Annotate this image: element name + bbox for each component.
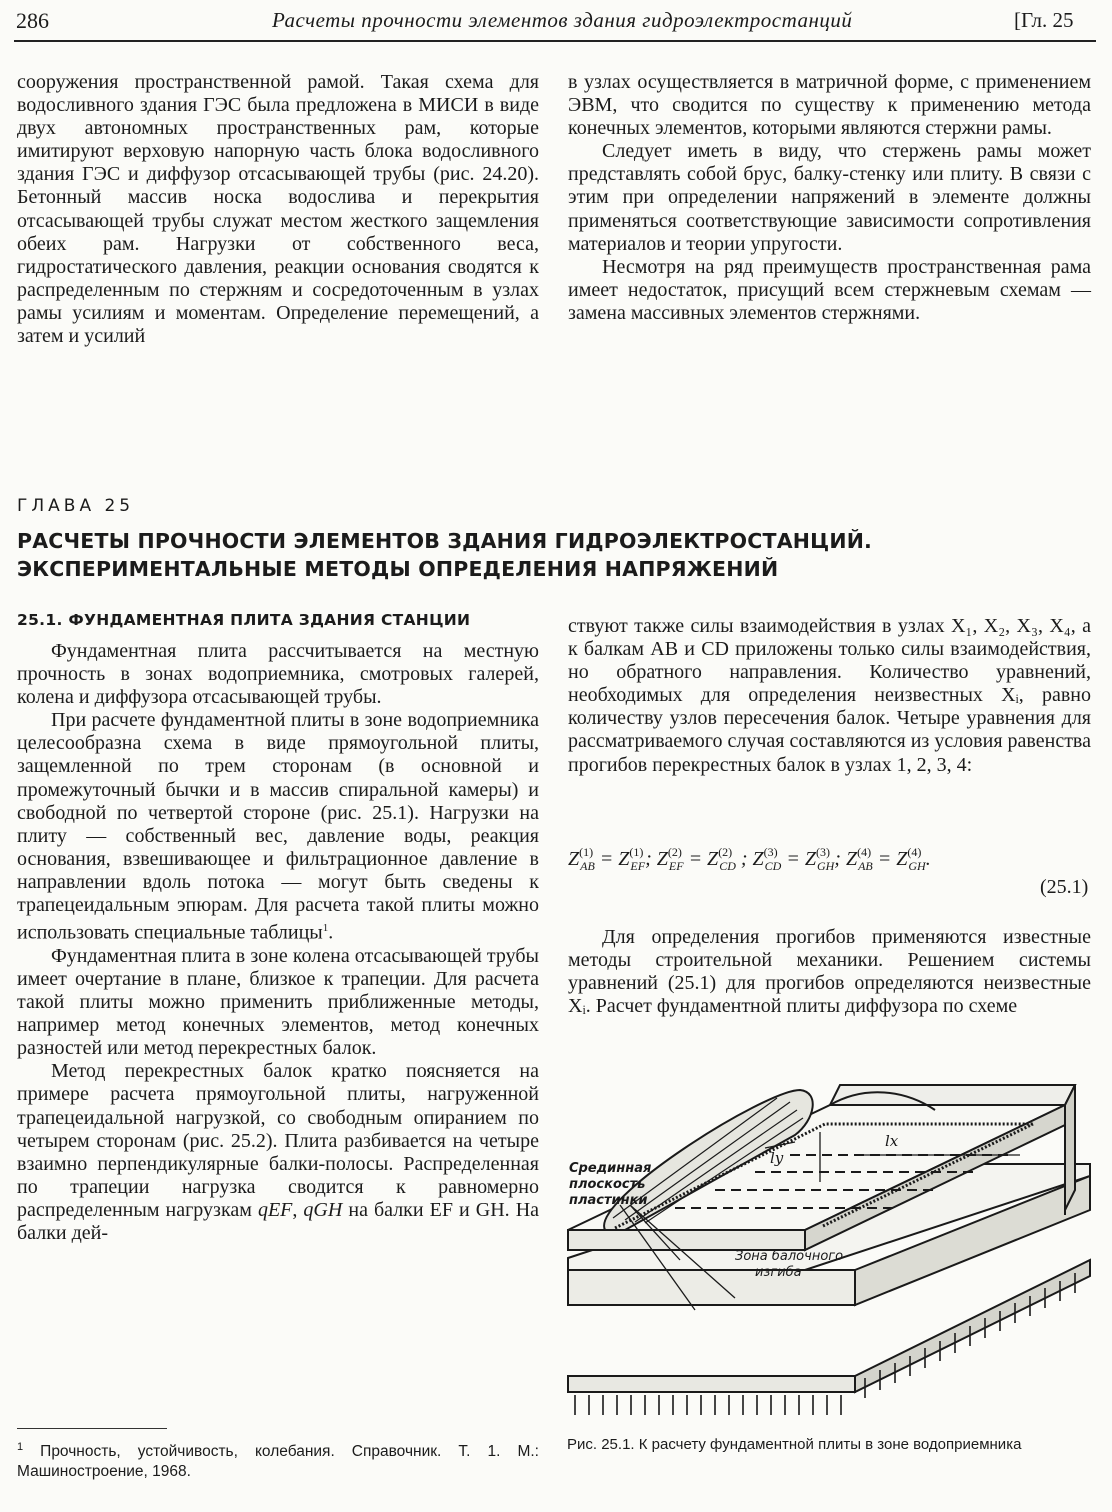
chapter-reference: [Гл. 25 [1014, 8, 1074, 32]
section-title: 25.1. ФУНДАМЕНТНАЯ ПЛИТА ЗДАНИЯ СТАНЦИИ [17, 611, 471, 629]
figure-caption: Рис. 25.1. К расчету фундаментной плиты в зоне водоприемника [567, 1436, 1022, 1453]
paragraph: в узлах осуществляется в матричной форме, с применением ЭВМ, что сводится по существу к применению метода конечных элементов, которыми являются стержни рамы. [568, 71, 1091, 140]
label-ly: ly [770, 1149, 784, 1167]
footnote-text: Прочность, устойчивость, колебания. Справочник. Т. 1. М.: Машиностроение, 1968. [17, 1443, 539, 1481]
back-wall [830, 1085, 1075, 1105]
paragraph-text: При расчете фундаментной плиты в зоне водоприемника целесообразна схема в виде прямоугольной плиты, защемленной по трем сторонам (в основной и промежуточный бычки и в массив спиральной камеры) и свободной по четвертой стороне (рис. 25.1). Нагрузки на плиту — собственный вес, давление воды, реакция основания, взвешивающее и фильтрационное давление в направлении вдоль потока — могут быть сведены к трапецеидальным эпюрам. Для расчета такой плиты можно использовать специальные таблицы [17, 709, 539, 944]
paragraph: Несмотря на ряд преимуществ пространственная рама имеет недостаток, присущий всем стержневым схемам — замена массивных элементов стержнями. [568, 255, 1091, 324]
top-right-column [568, 71, 1091, 325]
label-median-plane: пластинки [569, 1193, 648, 1208]
load-symbol: qEF [257, 1198, 293, 1221]
paragraph [17, 709, 539, 945]
body-right-column-continued [568, 926, 1091, 1018]
running-title: Расчеты прочности элементов здания гидроэлектростанций [272, 8, 853, 32]
right-wall [1065, 1085, 1075, 1210]
paragraph-text: Метод перекрестных балок кратко поясняется на примере расчета прямоугольной плиты, нагруженной трапецеидальной нагрузкой, со свободным опиранием по четырем сторонам (рис. 25.2). Плита разбивается на четыре взаимно перпендикулярные балки-полосы. Распределенная по трапеции нагрузка сводится к равномерно распределенным нагрузкам [17, 1060, 539, 1221]
plate-front [568, 1230, 805, 1250]
paragraph: Для определения прогибов применяются известные методы строительной механики. Решением системы уравнений (25.1) для прогибов определяются неизвестные Xᵢ. Расчет фундаментной плиты диффузора по схеме [568, 926, 1091, 1018]
equation-25-1: $Z^{(1)}_{AB} = Z^{(1)}_{EF}$; $Z^{(2)}_{EF} = Z^{(2)}_{CD}$ ; $Z^{(3)}_{CD} = Z^{(3)}_{GH}$; $Z^{(4)}_{AB} = Z^{(4)}_{GH}$. [568, 845, 931, 873]
equation-number: (25.1) [1040, 876, 1089, 898]
paragraph-text: на балки EF и GH. На балки дей- [17, 1198, 540, 1244]
figure-foundation-slab [565, 1080, 1095, 1420]
base-reaction-arrows [575, 1395, 841, 1415]
header-rule [14, 40, 1096, 42]
chapter-title-line2: ЭКСПЕРИМЕНТАЛЬНЫЕ МЕТОДЫ ОПРЕДЕЛЕНИЯ НАПРЯЖЕНИЙ [17, 557, 779, 581]
base-slab-front [568, 1270, 855, 1305]
body-right-column [568, 615, 1091, 777]
paragraph: ствуют также силы взаимодействия в узлах X₁, X₂, X₃, X₄, а к балкам AB и CD приложены только силы взаимодействия, но обратного направления. Количество уравнений, необходимых для определения неизвестных Xᵢ, равно количеству узлов пересечения балок. Четыре уравнения для рассматриваемого случая составляются из условия равенства прогибов перекрестных балок в узлах 1, 2, 3, 4: [568, 615, 1091, 776]
label-median-plane: плоскость [569, 1177, 646, 1192]
footnote-mark: 1 [17, 1441, 24, 1453]
label-lx: lx [885, 1132, 899, 1150]
paragraph: Метод перекрестных балок кратко поясняется на примере расчета прямоугольной плиты, нагруженной трапецеидальной нагрузкой, со свободным опиранием по четырем сторонам (рис. 25.2). Плита разбивается на четыре взаимно перпендикулярные балки-полосы. Распределенная по трапеции нагрузка сводится к равномерно распределенным нагрузкам qEF, qGH на балки EF и GH. На балки дей- [17, 1060, 540, 1244]
chapter-label: ГЛАВА 25 [17, 496, 135, 516]
paragraph-end: . [328, 921, 334, 944]
label-bending-zone: изгиба [755, 1265, 802, 1280]
footnote [17, 1437, 539, 1482]
paragraph: Следует иметь в виду, что стержень рамы может представлять собой брус, балку-стенку или плиту. В связи с этим при определении напряжений в элементе должны применяться соответствующие зависимости сопротивления материалов и теории упругости. [568, 140, 1091, 255]
load-symbol: qGH [303, 1198, 343, 1221]
paragraph: сооружения пространственной рамой. Такая схема для водосливного здания ГЭС была предложена в МИСИ в виде двух автономных пространственных рам, которые имитируют верховую напорную часть блока водосливного здания ГЭС и диффузор отсасывающей трубы (рис. 24.20). Бетонный массив носка водослива и перекрытия отсасывающей трубы служат местом жесткого защемления обеих рам. Нагрузки от собственного веса, гидростатического давления, реакции основания сводятся к распределенным по стержням и сосредоточенным в узлах рамы усилиям и моментам. Определение перемещений, а затем и усилий [17, 71, 539, 348]
chapter-title-line1: РАСЧЕТЫ ПРОЧНОСТИ ЭЛЕМЕНТОВ ЗДАНИЯ ГИДРОЭЛЕКТРОСТАНЦИЙ. [17, 529, 873, 553]
body-left-column [17, 640, 539, 1245]
label-median-plane: Срединная [569, 1161, 652, 1176]
label-bending-zone: Зона балочного [735, 1249, 844, 1264]
footnote-mark: 1 [322, 922, 329, 935]
page-number: 286 [16, 8, 49, 33]
top-left-column [17, 71, 539, 348]
footnote-rule [17, 1428, 167, 1429]
paragraph: Фундаментная плита в зоне колена отсасывающей трубы имеет очертание в плане, близкое к трапеции. Для расчета такой плиты можно применить приближенные методы, например метод конечных элементов, метод конечных разностей или метод перекрестных балок. [17, 944, 539, 1060]
paragraph: Фундаментная плита рассчитывается на местную прочность в зонах водоприемника, смотровых галерей, колена и диффузора отсасывающей трубы. [17, 640, 539, 709]
